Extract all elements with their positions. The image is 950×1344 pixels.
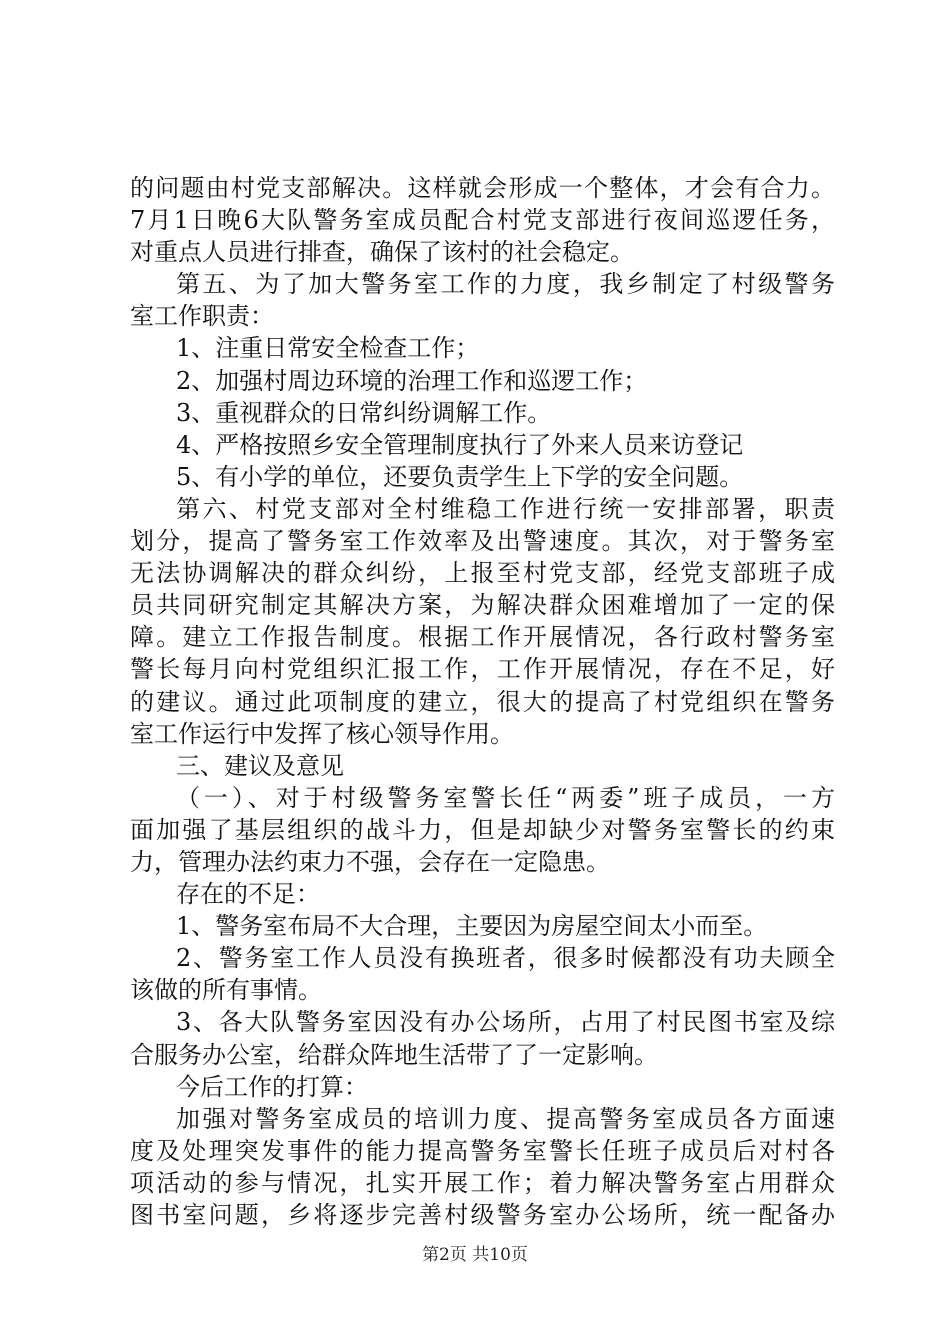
text-line: 员共同研究制定其解决方案，为解决群众困难增加了一定的保	[130, 591, 835, 620]
text-line: 4、严格按照乡安全管理制度执行了外来人员来访登记	[176, 430, 744, 459]
text-line: 合服务办公室，给群众阵地生活带了了一定影响。	[130, 1040, 658, 1069]
text-line: 第五、为了加大警务室工作的力度，我乡制定了村级警务	[176, 270, 835, 299]
text-line: 存在的不足：	[176, 880, 320, 909]
text-line: 室工作运行中发挥了核心领导作用。	[130, 719, 514, 748]
text-line: 3、重视群众的日常纠纷调解工作。	[176, 398, 552, 427]
text-line: 该做的所有事情。	[130, 976, 322, 1005]
text-line: 划分，提高了警务室工作效率及出警速度。其次，对于警务室	[130, 527, 835, 556]
text-line: 警长每月向村党组织汇报工作，工作开展情况，存在不足，好	[130, 655, 835, 684]
text-line: 今后工作的打算：	[176, 1072, 368, 1101]
text-line: 的建议。通过此项制度的建立，很大的提高了村党组织在警务	[130, 687, 835, 716]
text-line: 度及处理突发事件的能力提高警务室警长任班子成员后对村各	[130, 1136, 835, 1165]
text-line: 对重点人员进行排查，确保了该村的社会稳定。	[130, 238, 634, 267]
text-line: 的问题由村党支部解决。这样就会形成一个整体，才会有合力。	[130, 174, 835, 202]
text-line: 三、建议及意见	[176, 751, 344, 780]
text-line: 2、警务室工作人员没有换班者，很多时候都没有功夫顾全	[176, 944, 835, 973]
text-line: 3、各大队警务室因没有办公场所，占用了村民图书室及综	[176, 1008, 835, 1037]
text-line: 第六、村党支部对全村维稳工作进行统一安排部署，职责	[176, 494, 835, 523]
text-line: 无法协调解决的群众纠纷，上报至村党支部，经党支部班子成	[130, 559, 835, 588]
text-line: （一）、对于村级警务室警长任“两委”班子成员，一方	[176, 783, 835, 812]
text-line: 力，管理办法约束力不强，会存在一定隐患。	[130, 847, 610, 876]
text-line: 1、警务室布局不大合理，主要因为房屋空间太小而至。	[176, 912, 768, 941]
text-line: 1、注重日常安全检查工作；	[176, 334, 480, 363]
text-line: 7月1日晚6大队警务室成员配合村党支部进行夜间巡逻任务，	[130, 206, 835, 235]
text-line: 图书室问题，乡将逐步完善村级警务室办公场所，统一配备办	[130, 1201, 835, 1229]
page-footer: 第2页 共10页	[422, 1245, 528, 1265]
text-line: 项活动的参与情况，扎实开展工作；着力解决警务室占用群众	[130, 1168, 835, 1197]
text-line: 5、有小学的单位，还要负责学生上下学的安全问题。	[176, 462, 744, 491]
document-body	[130, 172, 835, 1231]
text-line: 室工作职责：	[130, 302, 274, 331]
text-line: 加强对警务室成员的培训力度、提高警务室成员各方面速	[176, 1104, 835, 1133]
text-line: 2、加强村周边环境的治理工作和巡逻工作；	[176, 366, 648, 395]
text-line: 障。建立工作报告制度。根据工作开展情况，各行政村警务室	[130, 623, 835, 652]
text-line: 面加强了基层组织的战斗力，但是却缺少对警务室警长的约束	[130, 815, 835, 844]
